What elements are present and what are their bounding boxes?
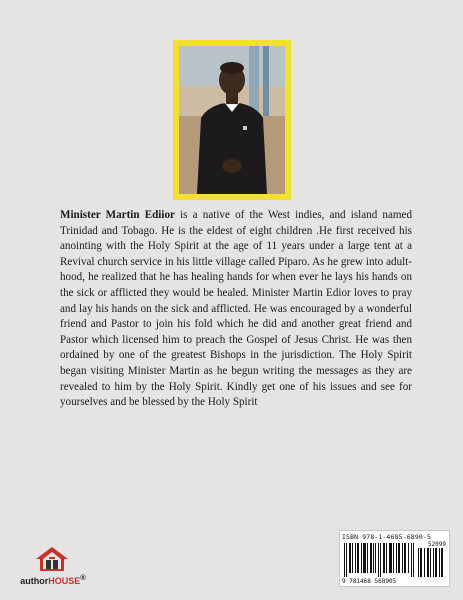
isbn-barcode: [339, 530, 450, 587]
isbn-label: ISBN 978-1-4685-6890-5: [342, 533, 432, 541]
barcode-digits: 9 781468 568905: [342, 578, 397, 585]
author-biography: [60, 208, 412, 411]
barcode-addon-bars: [418, 548, 444, 577]
publisher-logo: [18, 545, 88, 585]
biography-text: is a native of the West indies, and island named Trinidad and Tobago. He is the eldest of eight children .He first received his anointing with the Holy Spirit at the age of 11 years under a large tent at a Revival church service in his little village called Piparo. As he grew into adult-hood, he realized that he has healing hands for when ever he lays his hands on the sick or afflicted they would be healed. Minister Martin Edior loves to pray and lay his hands on the sick and afflicted. He was encouraged by a wonderful friend and Pastor to join his fold which he did and another great friend and Pastor which licensed him to preach the Gospel of Jesus Christ. He was then ordained by one of the greatest Bishops in the jurisdiction. The Holy Spirit began visiting Minister Martin as he begun writing the messages as they are revealed to him by the Holy Spirit. Kindly get one of his issues and see for yourselves and be blessed by the Holy Spirit: [60, 209, 412, 409]
author-photo: [179, 46, 285, 194]
price-code: 52099: [427, 541, 446, 548]
barcode-bars: [344, 543, 416, 577]
author-name: Minister Martin Ediior: [60, 209, 175, 221]
author-photo-frame: [173, 40, 291, 200]
publisher-name-prefix: author: [20, 576, 49, 586]
author-portrait-illustration: [179, 46, 285, 194]
registered-mark: ®: [80, 573, 86, 582]
publisher-name: [18, 573, 88, 586]
publisher-name-suffix: HOUSE: [48, 576, 81, 586]
house-icon: [32, 545, 72, 573]
